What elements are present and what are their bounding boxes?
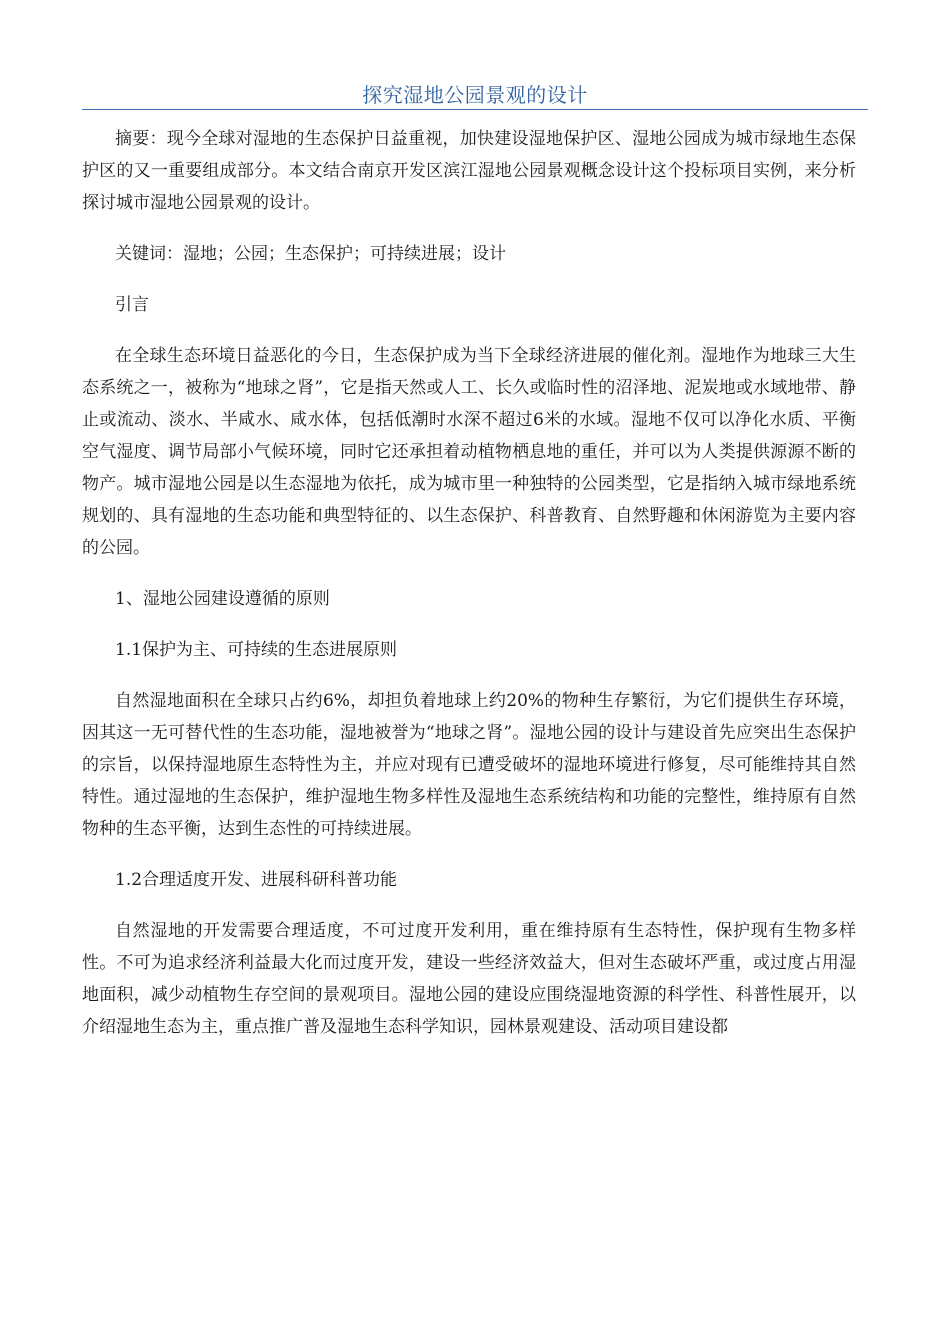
section-heading-1: 1、湿地公园建设遵循的原则 [115, 589, 330, 609]
subsection-heading-1-2: 1.2合理适度开发、进展科研科普功能 [115, 870, 398, 890]
paragraph-1-2: 自然湿地的开发需要合理适度，不可过度开发利用，重在维持原有生态特性，保护现有生物多样性。不可为追求经济利益最大化而过度开发，建设一些经济效益大，但对生态破坏严重，或过度占用湿地面积，减少动植物生存空间的景观项目。湿地公园的建设应围绕湿地资源的科学性、科普性展开，以介绍湿地生态为主，重点推广普及湿地生态科学知识，园林景观建设、活动项目建设都 [82, 921, 856, 1037]
paragraph-1-1: 自然湿地面积在全球只占约6%，却担负着地球上约20%的物种生存繁衍，为它们提供生存环境，因其这一无可替代性的生态功能，湿地被誉为“地球之肾”。湿地公园的设计与建设首先应突出生态保护的宗旨，以保持湿地原生态特性为主，并应对现有已遭受破坏的湿地环境进行修复，尽可能维持其自然特性。通过湿地的生态保护，维护湿地生物多样性及湿地生态系统结构和功能的完整性，维持原有自然物种的生态平衡，达到生态性的可持续进展。 [82, 691, 856, 839]
introduction-paragraph: 在全球生态环境日益恶化的今日，生态保护成为当下全球经济进展的催化剂。湿地作为地球三大生态系统之一，被称为“地球之肾”，它是指天然或人工、长久或临时性的沼泽地、泥炭地或水域地带、静止或流动、淡水、半咸水、咸水体，包括低潮时水深不超过6米的水域。湿地不仅可以净化水质、平衡空气湿度、调节局部小气候环境，同时它还承担着动植物栖息地的重任，并可以为人类提供源源不断的物产。城市湿地公园是以生态湿地为依托，成为城市里一种独特的公园类型，它是指纳入城市绿地系统规划的、具有湿地的生态功能和典型特征的、以生态保护、科普教育、自然野趣和休闲游览为主要内容的公园。 [82, 346, 856, 558]
title-divider [82, 109, 868, 110]
section-heading-introduction: 引言 [115, 295, 149, 315]
document-title: 探究湿地公园景观的设计 [362, 83, 588, 107]
subsection-heading-1-1: 1.1保护为主、可持续的生态进展原则 [115, 640, 398, 660]
keywords-paragraph: 关键词：湿地；公园；生态保护；可持续进展；设计 [115, 244, 506, 264]
document-body [82, 123, 856, 1062]
abstract-paragraph: 摘要：现今全球对湿地的生态保护日益重视，加快建设湿地保护区、湿地公园成为城市绿地生态保护区的又一重要组成部分。本文结合南京开发区滨江湿地公园景观概念设计这个投标项目实例，来分析探讨城市湿地公园景观的设计。 [82, 129, 856, 213]
